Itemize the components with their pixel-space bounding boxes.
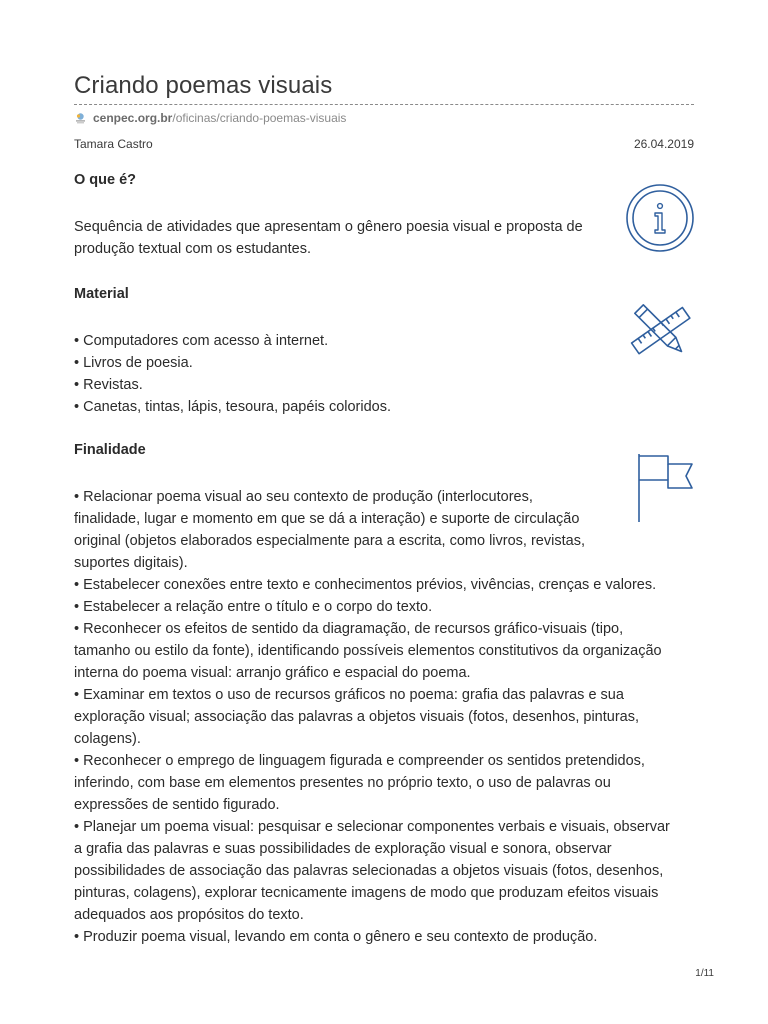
list-item: • Computadores com acesso à internet. [74, 333, 329, 349]
list-item: • Produzir poema visual, levando em conta o gênero e seu contexto de produção. [74, 929, 598, 945]
publish-date: 26.04.2019 [633, 137, 694, 151]
list-item: interna do poema visual: arranjo gráfico e espacial do poema. [74, 665, 471, 681]
list-item: • Planejar um poema visual: pesquisar e selecionar componentes verbais e visuais, observar [74, 819, 670, 835]
author-name: Tamara Castro [74, 137, 153, 151]
list-item: adequados aos propósitos do texto. [74, 907, 304, 923]
what-line-1: Sequência de atividades que apresentam o gênero poesia visual e proposta de [74, 219, 583, 235]
list-item: • Reconhecer os efeitos de sentido da diagramação, de recursos gráfico-visuais (tipo, [74, 621, 624, 637]
list-item: original (objetos elaborados especialmente para a escrita, como livros, revistas, [74, 533, 585, 549]
source-link[interactable] [74, 111, 346, 125]
flag-icon [630, 452, 696, 524]
what-line-2: produção textual com os estudantes. [74, 241, 311, 257]
list-item: pinturas, colagens), explorar tecnicamente imagens de modo que produzam efeitos visuais [74, 885, 659, 901]
list-item: colagens). [74, 731, 141, 747]
material-list [74, 330, 694, 418]
list-item: a grafia das palavras e suas possibilidades de exploração visual e sonora, observar [74, 841, 612, 857]
page-title: Criando poemas visuais [74, 72, 333, 99]
title-divider [74, 104, 694, 105]
list-item: • Canetas, tintas, lápis, tesoura, papéis coloridos. [74, 399, 391, 415]
list-item: • Estabelecer conexões entre texto e conhecimentos prévios, vivências, crenças e valores. [74, 577, 657, 593]
list-item: expressões de sentido figurado. [74, 797, 280, 813]
source-path: /oficinas/criando-poemas-visuais [172, 111, 347, 125]
ruler-pencil-icon [626, 296, 696, 366]
list-item: • Examinar em textos o uso de recursos gráficos no poema: grafia das palavras e sua [74, 687, 624, 703]
what-description [74, 216, 694, 260]
section-heading-material: Material [74, 286, 129, 302]
list-item: inferindo, com base em elementos presentes no próprio texto, o uso de palavras ou [74, 775, 611, 791]
section-heading-what: O que é? [74, 172, 137, 188]
list-item: • Estabelecer a relação entre o título e o corpo do texto. [74, 599, 433, 615]
purpose-list [74, 486, 694, 948]
page-number: 1/11 [695, 968, 714, 979]
list-item: suportes digitais). [74, 555, 188, 571]
list-item: • Livros de poesia. [74, 355, 193, 371]
list-item: tamanho ou estilo da fonte), identificando possíveis elementos constitutivos da organização [74, 643, 662, 659]
list-item: • Relacionar poema visual ao seu contexto de produção (interlocutores, [74, 489, 533, 505]
list-item: exploração visual; associação das palavras a objetos visuais (fotos, desenhos, pinturas, [74, 709, 640, 725]
list-item: finalidade, lugar e momento em que se dá a interação) e suporte de circulação [74, 511, 580, 527]
source-domain: cenpec.org.br [93, 111, 173, 125]
site-logo-icon [74, 112, 87, 125]
list-item: • Reconhecer o emprego de linguagem figurada e compreender os sentidos pretendidos, [74, 753, 645, 769]
info-icon [624, 182, 696, 254]
section-heading-purpose: Finalidade [74, 442, 146, 458]
list-item: • Revistas. [74, 377, 143, 393]
list-item: possibilidades de associação das palavras selecionadas a objetos visuais (fotos, desenhos, [74, 863, 664, 879]
